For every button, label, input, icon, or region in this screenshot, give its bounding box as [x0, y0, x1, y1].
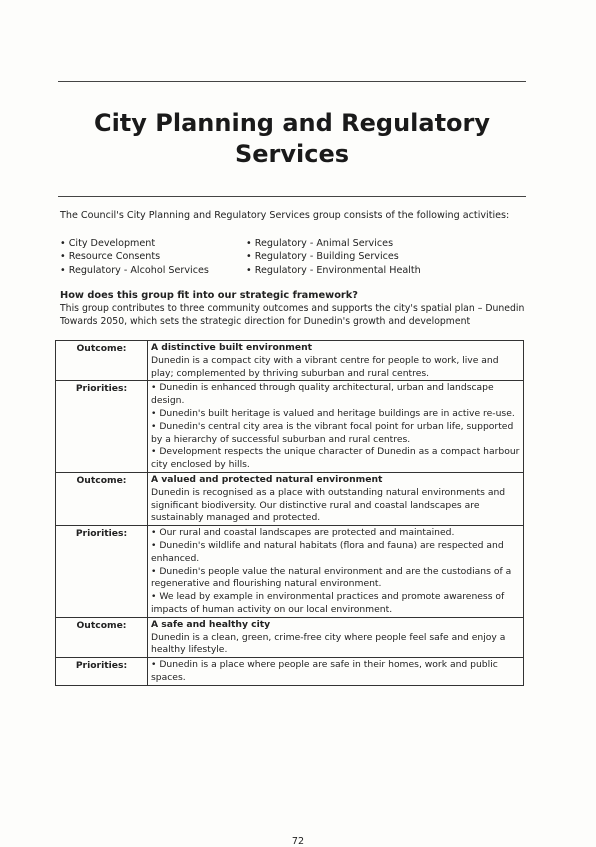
priority-item: • Dunedin's people value the natural environment and are the custodians of a regenerative and flourishing natural environment. — [151, 565, 512, 590]
priorities-label: Priorities: — [56, 526, 148, 618]
section-heading: How does this group fit into our strategic framework? — [60, 290, 358, 301]
priority-item: • Our rural and coastal landscapes are protected and maintained. — [151, 527, 455, 539]
priority-item: • Dunedin's central city area is the vibrant focal point for urban life, supported by a hierarchy of successful suburban and rural centres. — [151, 420, 514, 445]
activity-item: • Regulatory - Building Services — [246, 251, 399, 263]
outcome-label: Outcome: — [56, 341, 148, 381]
priority-item: • Dunedin's built heritage is valued and heritage buildings are in active re-use. — [151, 407, 515, 419]
table-row — [56, 381, 524, 473]
priorities-label: Priorities: — [56, 381, 148, 473]
priority-item: • Dunedin's wildlife and natural habitats (flora and fauna) are respected and enhanced. — [151, 539, 504, 564]
section-body: This group contributes to three community outcomes and supports the city's spatial plan – Dunedin Towards 2050, which sets the strategic direction for Dunedin's growth and development — [60, 303, 525, 327]
outcome-cell — [148, 341, 524, 381]
priorities-cell — [148, 658, 524, 686]
table-row — [56, 526, 524, 618]
priority-item: • Dunedin is enhanced through quality architectural, urban and landscape design. — [151, 382, 494, 407]
outcome-text: Dunedin is recognised as a place with outstanding natural environments and significant biodiversity. Our distinctive rural and coastal landscapes are sustainably managed and protected. — [151, 486, 506, 524]
outcome-cell — [148, 617, 524, 657]
outcome-text: Dunedin is a compact city with a vibrant centre for people to work, live and play; complemented by thriving suburban and rural centres. — [151, 354, 499, 379]
priority-item: • Dunedin is a place where people are safe in their homes, work and public spaces. — [151, 659, 498, 683]
activities-left-column — [60, 237, 245, 277]
priorities-cell — [148, 381, 524, 473]
priority-item: • We lead by example in environmental practices and promote awareness of impacts of human activity on our local environment. — [151, 591, 505, 615]
activity-item: • Regulatory - Alcohol Services — [60, 264, 209, 276]
outcome-title: A safe and healthy city — [151, 618, 271, 630]
outcome-label: Outcome: — [56, 617, 148, 657]
activity-item: • Regulatory - Animal Services — [246, 238, 394, 249]
activity-item: • City Development — [60, 238, 156, 249]
outcome-label: Outcome: — [56, 472, 148, 525]
title-line-2: Services — [234, 140, 350, 168]
outcome-text: Dunedin is a clean, green, crime-free city where people feel safe and enjoy a healthy lifestyle. — [151, 631, 506, 656]
intro-text: The Council's City Planning and Regulatory Services group consists of the following activities: — [60, 210, 510, 221]
outcome-title: A distinctive built environment — [151, 342, 313, 353]
table-row — [56, 341, 524, 381]
priorities-label: Priorities: — [56, 658, 148, 686]
activity-item: • Regulatory - Environmental Health — [246, 264, 421, 276]
bottom-rule — [58, 196, 526, 197]
outcomes-table — [55, 340, 524, 686]
top-rule — [58, 81, 526, 82]
priority-item: • Development respects the unique character of Dunedin as a compact harbour city enclosed by hills. — [151, 446, 520, 471]
title-line-1: City Planning and Regulatory — [93, 109, 491, 137]
table-row — [56, 472, 524, 525]
outcome-cell — [148, 472, 524, 525]
activity-item: • Resource Consents — [60, 251, 161, 263]
table-row — [56, 658, 524, 686]
page-number: 72 — [291, 836, 305, 847]
page-title — [58, 108, 526, 170]
table-row — [56, 617, 524, 657]
priorities-cell — [148, 526, 524, 618]
activities-right-column — [246, 237, 506, 277]
outcome-title: A valued and protected natural environment — [151, 473, 383, 485]
